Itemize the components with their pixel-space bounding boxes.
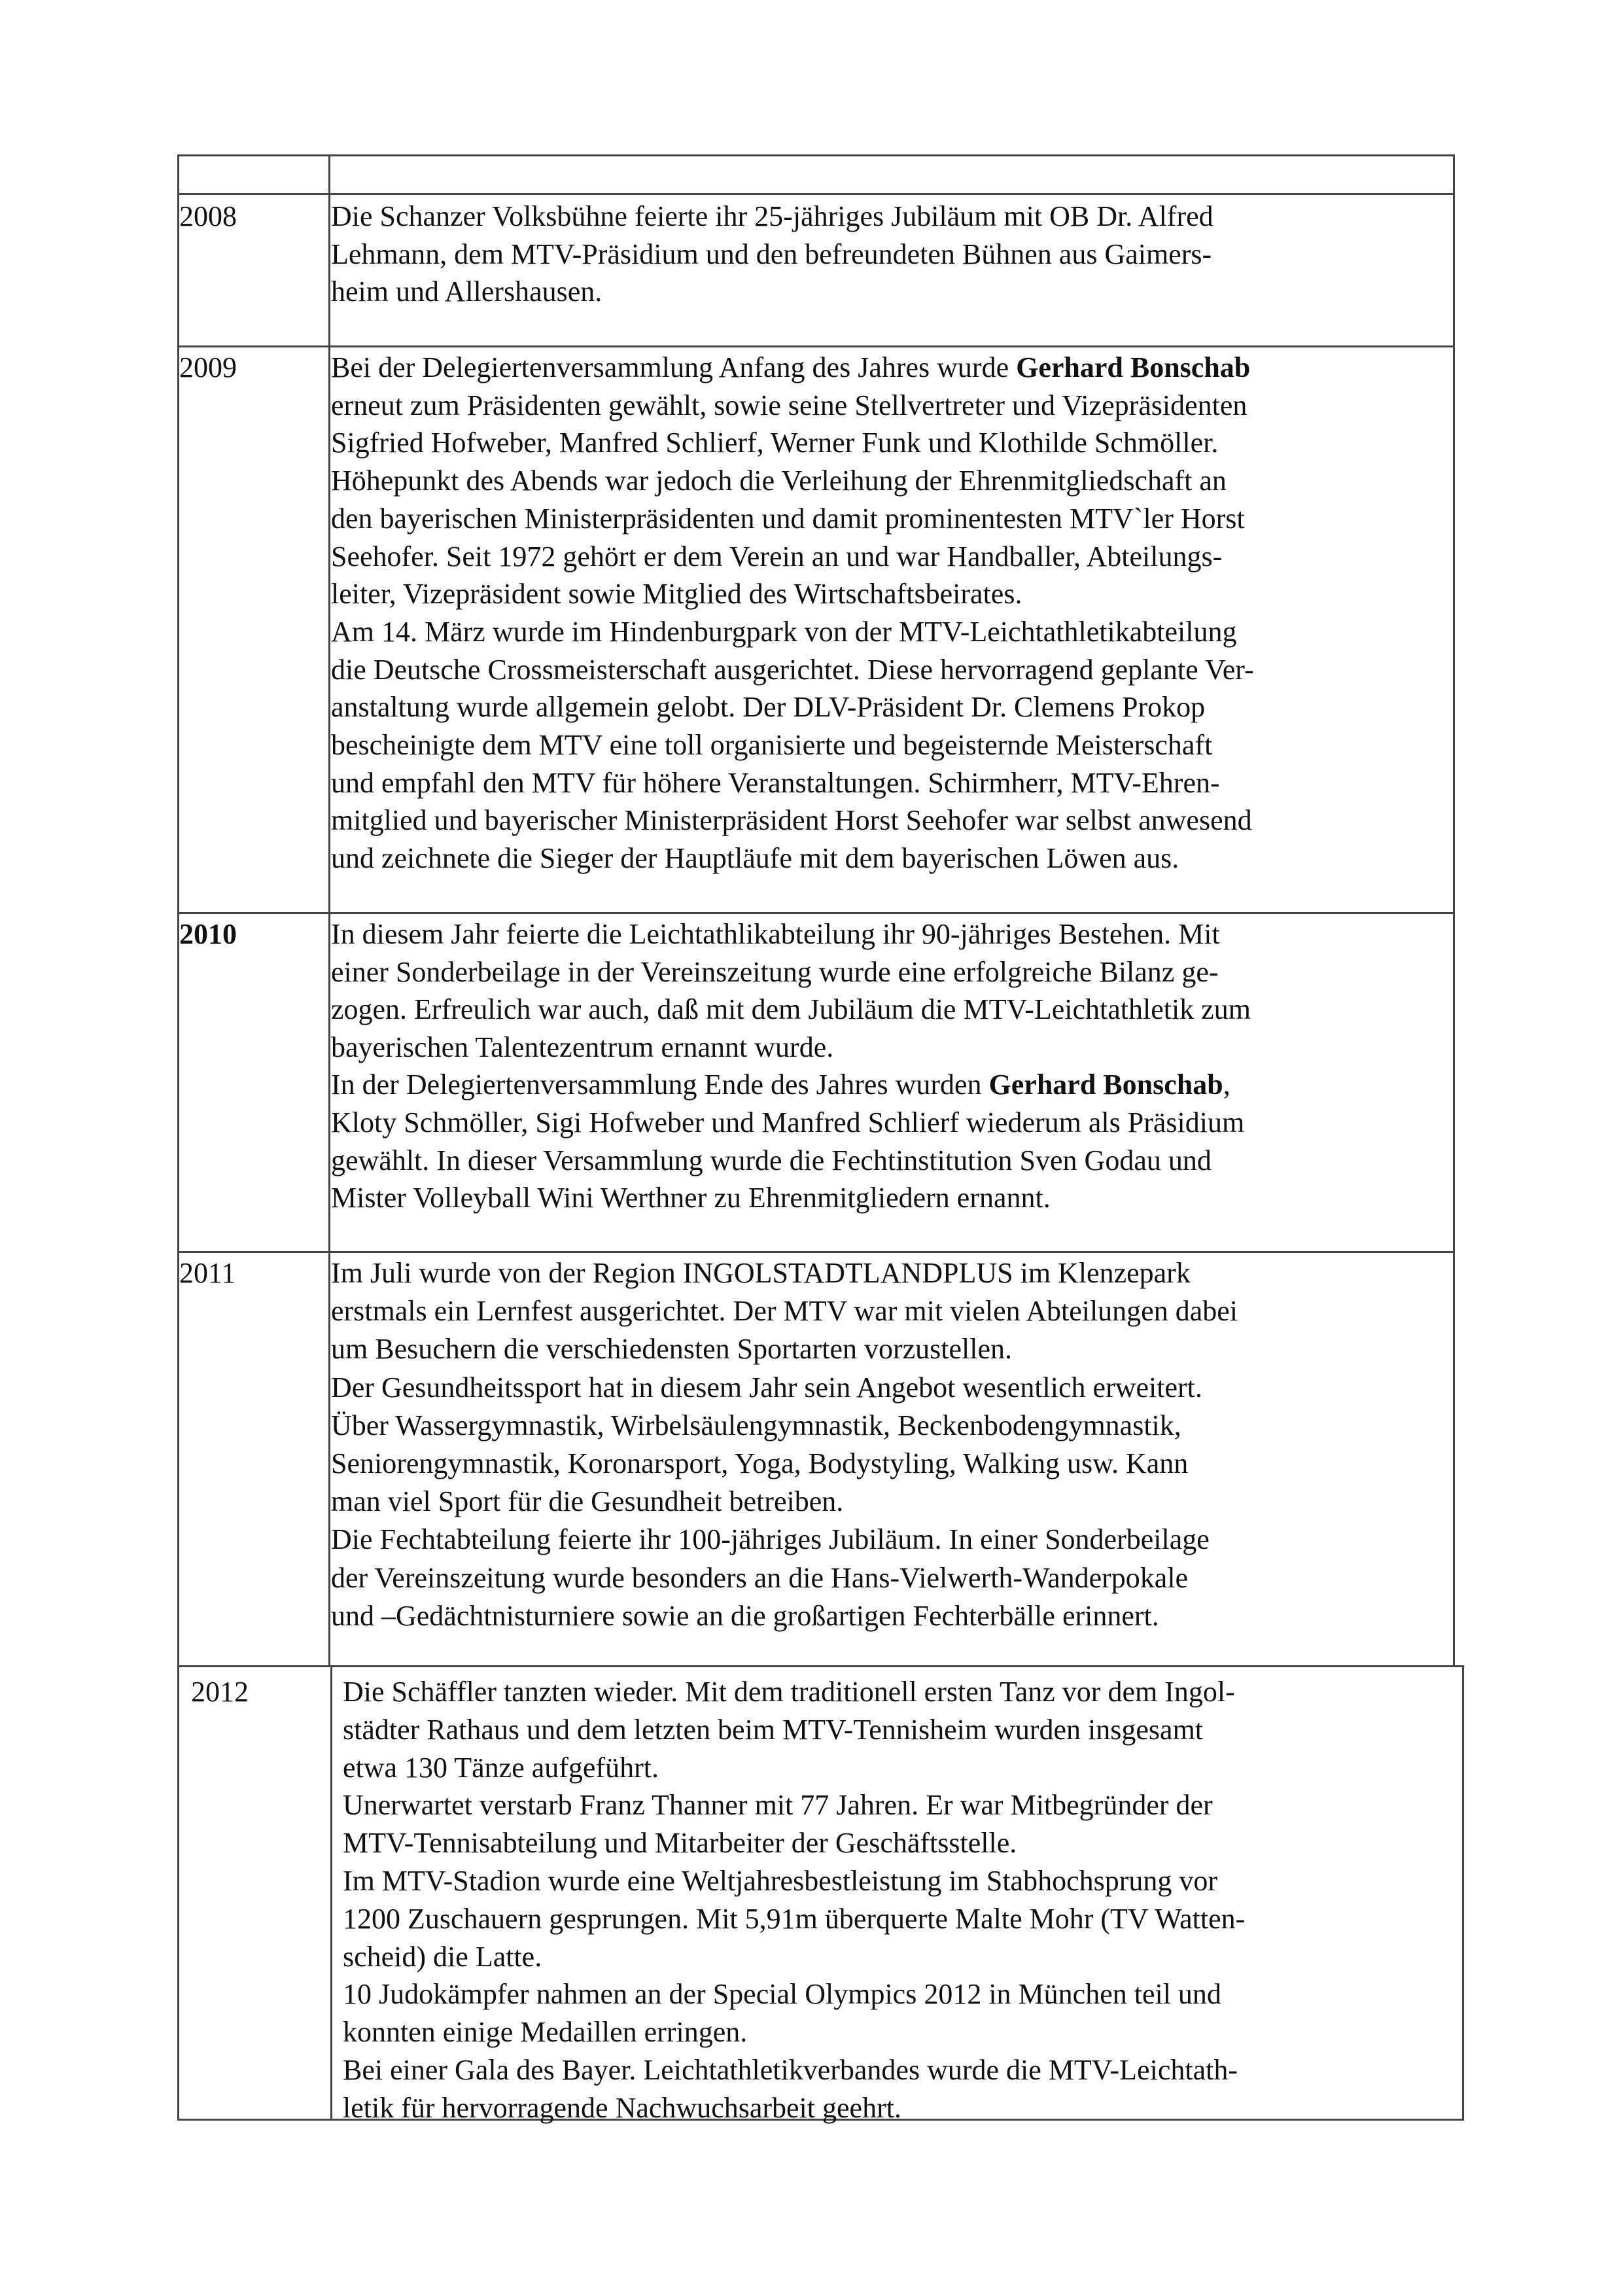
table-border-right — [1462, 1665, 1464, 2121]
text-line: Am 14. März wurde im Hindenburgpark von der MTV-Leichtathletikabteilung — [331, 615, 1237, 648]
text-line: um Besuchern die verschiedensten Sportarten vorzustellen. — [331, 1333, 1013, 1366]
text-line: In diesem Jahr feierte die Leichtathlikabteilung ihr 90-jähriges Bestehen. Mit — [331, 918, 1220, 950]
text-line: bayerischen Talentezentrum ernannt wurde. — [331, 1031, 834, 1063]
text-line: MTV-Tennisabteilung und Mitarbeiter der Geschäftsstelle. — [343, 1827, 1017, 1860]
text-line: erstmals ein Lernfest ausgerichtet. Der MTV war mit vielen Abteilungen dabei — [331, 1295, 1238, 1328]
text-line: Über Wassergymnastik, Wirbelsäulengymnastik, Beckenbodengymnastik, — [331, 1409, 1181, 1441]
text-fragment: In der Delegiertenversammlung Ende des Jahres wurden — [331, 1069, 989, 1101]
column-divider — [330, 1665, 332, 2121]
text-line: letik für hervorragende Nachwuchsarbeit geehrt. — [343, 2091, 901, 2124]
text-line: zogen. Erfreulich war auch, daß mit dem Jubiläum die MTV-Leichtathletik zum — [331, 993, 1251, 1026]
year-cell-2011 — [179, 1254, 236, 1292]
president-name: Gerhard Bonschab — [1016, 351, 1251, 383]
table-border-top — [177, 154, 1455, 156]
text-line: scheid) die Latte. — [343, 1940, 542, 1973]
text-line: Kloty Schmöller, Sigi Hofweber und Manfred Schlierf wiederum als Präsidium — [331, 1106, 1245, 1139]
text-line — [331, 1066, 1251, 1104]
text-line: Im Juli wurde von der Region INGOLSTADTLANDPLUS im Klenzepark — [331, 1257, 1191, 1289]
text-line: einer Sonderbeilage in der Vereinszeitung wurde eine erfolgreiche Bilanz ge- — [331, 955, 1219, 988]
text-line: Seehofer. Seit 1972 gehört er dem Verein an und war Handballer, Abteilungs- — [331, 540, 1223, 573]
row-divider — [177, 1665, 1464, 1667]
text-line: heim und Allershausen. — [331, 275, 602, 308]
year-label: 2012 — [191, 1676, 249, 1708]
row-divider — [177, 193, 1455, 195]
text-fragment: Bei der Delegiertenversammlung Anfang des Jahres wurde — [331, 351, 1017, 383]
text-line: konnten einige Medaillen erringen. — [343, 2016, 748, 2049]
table-border-right — [1453, 154, 1455, 1666]
text-line: Lehmann, dem MTV-Präsidium und den befreundeten Bühnen aus Gaimers- — [331, 238, 1212, 270]
year-cell-2010 — [179, 915, 237, 953]
year-label: 2009 — [179, 351, 237, 383]
year-label: 2011 — [179, 1257, 236, 1289]
text-line: erneut zum Präsidenten gewählt, sowie seine Stellvertreter und Vizepräsidenten — [331, 389, 1248, 421]
text-line: 1200 Zuschauern gesprungen. Mit 5,91m überquerte Malte Mohr (TV Watten- — [343, 1902, 1246, 1935]
text-line: anstaltung wurde allgemein gelobt. Der DLV-Präsident Dr. Clemens Prokop — [331, 691, 1206, 724]
text-cell-2009 — [331, 349, 1254, 877]
text-line: Bei einer Gala des Bayer. Leichtathletikverbandes wurde die MTV-Leichtath- — [343, 2053, 1238, 2086]
text-line: Mister Volleyball Wini Werthner zu Ehrenmitgliedern ernannt. — [331, 1182, 1051, 1214]
text-line: bescheinigte dem MTV eine toll organisierte und begeisternde Meisterschaft — [331, 729, 1213, 762]
text-line: etwa 130 Tänze aufgeführt. — [343, 1751, 659, 1784]
text-line: und zeichnete die Sieger der Hauptläufe mit dem bayerischen Löwen aus. — [331, 842, 1179, 875]
text-line: gewählt. In dieser Versammlung wurde die Fechtinstitution Sven Godau und — [331, 1144, 1212, 1176]
text-line: Der Gesundheitssport hat in diesem Jahr sein Angebot wesentlich erweitert. — [331, 1371, 1202, 1404]
text-line: Seniorengymnastik, Koronarsport, Yoga, Bodystyling, Walking usw. Kann — [331, 1447, 1189, 1480]
text-line: Sigfried Hofweber, Manfred Schlierf, Werner Funk und Klothilde Schmöller. — [331, 427, 1219, 459]
text-line: 10 Judokämpfer nahmen an der Special Olympics 2012 in München teil und — [343, 1978, 1221, 2011]
year-label: 2008 — [179, 200, 237, 232]
text-line: man viel Sport für die Gesundheit betreiben. — [331, 1485, 844, 1518]
table-border-left — [177, 154, 179, 2121]
text-line: Die Schanzer Volksbühne feierte ihr 25-jähriges Jubiläum mit OB Dr. Alfred — [331, 200, 1213, 232]
row-divider — [177, 345, 1455, 347]
row-divider — [177, 1251, 1455, 1253]
text-line: und –Gedächtnisturniere sowie an die großartigen Fechterbälle erinnert. — [331, 1599, 1159, 1632]
text-line: den bayerischen Ministerpräsidenten und damit prominentesten MTV`ler Horst — [331, 502, 1245, 535]
text-line: die Deutsche Crossmeisterschaft ausgerichtet. Diese hervorragend geplante Ver- — [331, 653, 1254, 686]
text-line: mitglied und bayerischer Ministerpräsident Horst Seehofer war selbst anwesend — [331, 804, 1252, 837]
text-cell-2008 — [331, 198, 1213, 311]
text-line: Die Schäffler tanzten wieder. Mit dem traditionell ersten Tanz vor dem Ingol- — [343, 1676, 1235, 1708]
column-divider — [328, 154, 330, 1666]
text-line: Unerwartet verstarb Franz Thanner mit 77 Jahren. Er war Mitbegründer der — [343, 1789, 1213, 1822]
text-cell-2011 — [331, 1254, 1238, 1635]
text-fragment: , — [1223, 1069, 1230, 1101]
year-cell-2008 — [179, 198, 237, 236]
president-name: Gerhard Bonschab — [988, 1069, 1223, 1101]
text-line — [331, 349, 1254, 387]
text-line: leiter, Vizepräsident sowie Mitglied des Wirtschaftsbeirates. — [331, 578, 1022, 610]
text-line: Höhepunkt des Abends war jedoch die Verleihung der Ehrenmitgliedschaft an — [331, 465, 1227, 497]
text-line: der Vereinszeitung wurde besonders an die Hans-Vielwerth-Wanderpokale — [331, 1561, 1189, 1594]
year-label: 2010 — [179, 918, 237, 950]
text-cell-2010 — [331, 915, 1251, 1217]
text-line: städter Rathaus und dem letzten beim MTV-Tennisheim wurden insgesamt — [343, 1713, 1204, 1746]
text-line: Die Fechtabteilung feierte ihr 100-jähriges Jubiläum. In einer Sonderbeilage — [331, 1523, 1210, 1556]
text-line: Im MTV-Stadion wurde eine Weltjahresbestleistung im Stabhochsprung vor — [343, 1864, 1218, 1897]
text-cell-2012 — [343, 1673, 1245, 2127]
row-divider — [177, 912, 1455, 914]
year-cell-2009 — [179, 349, 237, 387]
text-line: und empfahl den MTV für höhere Veranstaltungen. Schirmherr, MTV-Ehren- — [331, 766, 1220, 799]
year-cell-2012 — [191, 1673, 249, 1711]
